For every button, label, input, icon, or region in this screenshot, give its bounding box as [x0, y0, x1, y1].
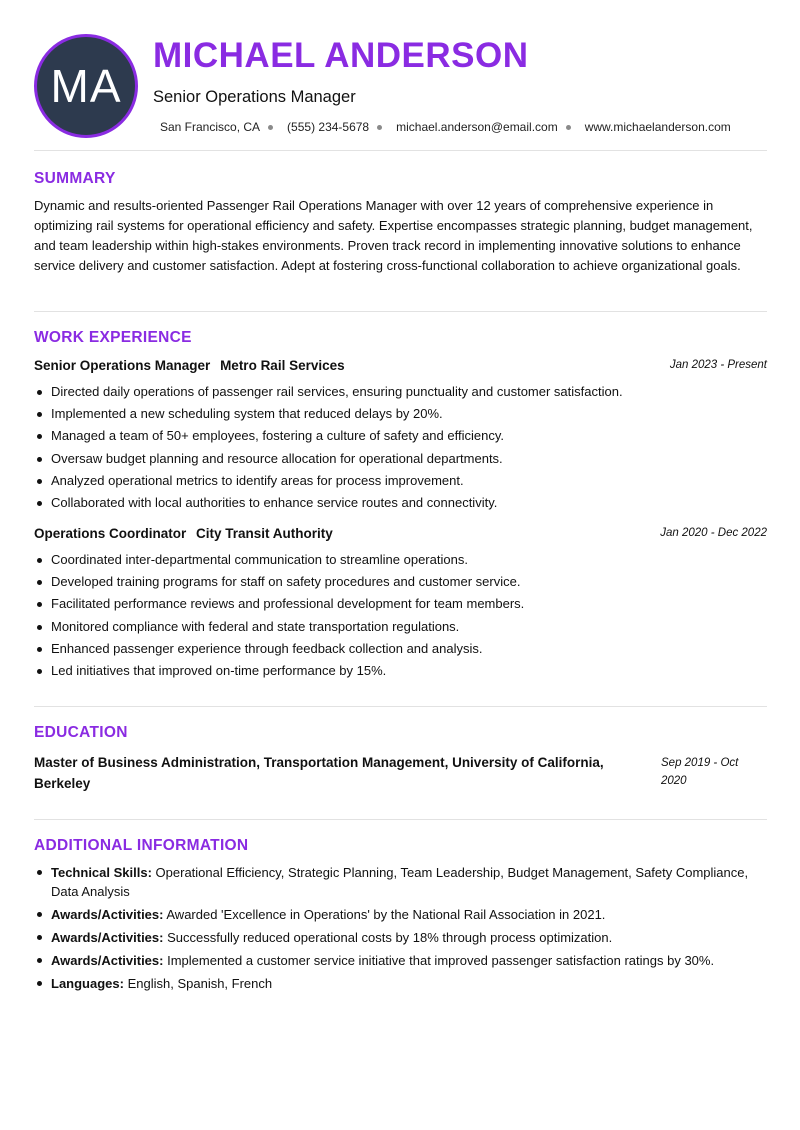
list-item: Coordinated inter-departmental communication to streamline operations.: [34, 549, 767, 571]
list-item: Enhanced passenger experience through feedback collection and analysis.: [34, 638, 767, 660]
job-company: City Transit Authority: [196, 526, 333, 541]
education-heading: EDUCATION: [34, 724, 128, 741]
list-item: [34, 951, 767, 970]
divider: [34, 150, 767, 151]
additional-info-heading: ADDITIONAL INFORMATION: [34, 837, 249, 854]
list-item: Led initiatives that improved on-time performance by 15%.: [34, 660, 767, 682]
additional-info-list: [34, 863, 767, 997]
job-title: Senior Operations Manager: [34, 358, 211, 373]
job-header: [34, 358, 767, 376]
list-item: Implemented a new scheduling system that reduced delays by 20%.: [34, 403, 767, 425]
info-text: Implemented a customer service initiative that improved passenger satisfaction ratings by 30%.: [167, 953, 715, 968]
list-item: Facilitated performance reviews and professional development for team members.: [34, 593, 767, 615]
job-position: [34, 358, 345, 373]
info-text: Successfully reduced operational costs by 18% through process optimization.: [167, 930, 613, 945]
divider: [34, 706, 767, 707]
list-item: [34, 928, 767, 947]
separator-dot-icon: [377, 125, 382, 130]
info-label: Awards/Activities:: [51, 953, 164, 968]
contact-website[interactable]: www.michaelanderson.com: [584, 120, 731, 134]
info-label: Languages:: [51, 976, 124, 991]
info-label: Awards/Activities:: [51, 907, 164, 922]
education-dates: Sep 2019 - Oct 2020: [661, 757, 739, 787]
job-bullet-list: [34, 549, 767, 682]
info-text: Awarded 'Excellence in Operations' by the National Rail Association in 2021.: [166, 907, 606, 922]
job-bullet-list: [34, 381, 767, 514]
info-label: Awards/Activities:: [51, 930, 164, 945]
work-experience-heading: WORK EXPERIENCE: [34, 329, 192, 346]
info-text: English, Spanish, French: [127, 976, 273, 991]
contact-phone[interactable]: (555) 234-5678: [287, 120, 370, 134]
job-dates: Jan 2023 - Present: [669, 359, 767, 371]
job-company: Metro Rail Services: [220, 358, 345, 373]
list-item: Collaborated with local authorities to enhance service routes and connectivity.: [34, 492, 767, 514]
list-item: Oversaw budget planning and resource allocation for operational departments.: [34, 448, 767, 470]
divider: [34, 819, 767, 820]
job-header: [34, 526, 767, 544]
list-item: [34, 974, 767, 993]
divider: [34, 311, 767, 312]
separator-dot-icon: [268, 125, 273, 130]
list-item: [34, 905, 767, 924]
contact-email[interactable]: michael.anderson@email.com: [396, 120, 558, 134]
list-item: Managed a team of 50+ employees, fostering a culture of safety and efficiency.: [34, 425, 767, 447]
summary-heading: SUMMARY: [34, 170, 116, 187]
list-item: Analyzed operational metrics to identify areas for process improvement.: [34, 470, 767, 492]
info-text: Operational Efficiency, Strategic Planning, Team Leadership, Budget Management, Safety Compliance, Data Analysis: [51, 865, 749, 899]
job-title-headline: Senior Operations Manager: [153, 88, 356, 106]
avatar: [34, 34, 138, 138]
avatar-initials: MA: [50, 60, 122, 112]
list-item: Directed daily operations of passenger rail services, ensuring punctuality and customer satisfaction.: [34, 381, 767, 403]
job-dates: Jan 2020 - Dec 2022: [660, 527, 767, 539]
list-item: [34, 863, 767, 901]
job-title: Operations Coordinator: [34, 526, 187, 541]
contact-bar: [160, 120, 731, 134]
list-item: Monitored compliance with federal and state transportation regulations.: [34, 616, 767, 638]
separator-dot-icon: [566, 125, 571, 130]
education-degree: Master of Business Administration, Transportation Management, University of California, Berkeley: [34, 755, 604, 791]
info-label: Technical Skills:: [51, 865, 152, 880]
list-item: Developed training programs for staff on safety procedures and customer service.: [34, 571, 767, 593]
job-position: [34, 526, 333, 541]
candidate-name: MICHAEL ANDERSON: [153, 36, 529, 75]
contact-location: San Francisco, CA: [160, 120, 261, 134]
summary-text: Dynamic and results-oriented Passenger Rail Operations Manager with over 12 years of comprehensive experience in optimizing rail systems for operational efficiency and safety. Expertise encompasses strategic planning, budget management, and team leadership within high-stakes environments. Proven track record in implementing innovative solutions to enhance service delivery and customer satisfaction. Adept at fostering cross-functional collaboration to achieve organizational goals.: [34, 198, 753, 273]
